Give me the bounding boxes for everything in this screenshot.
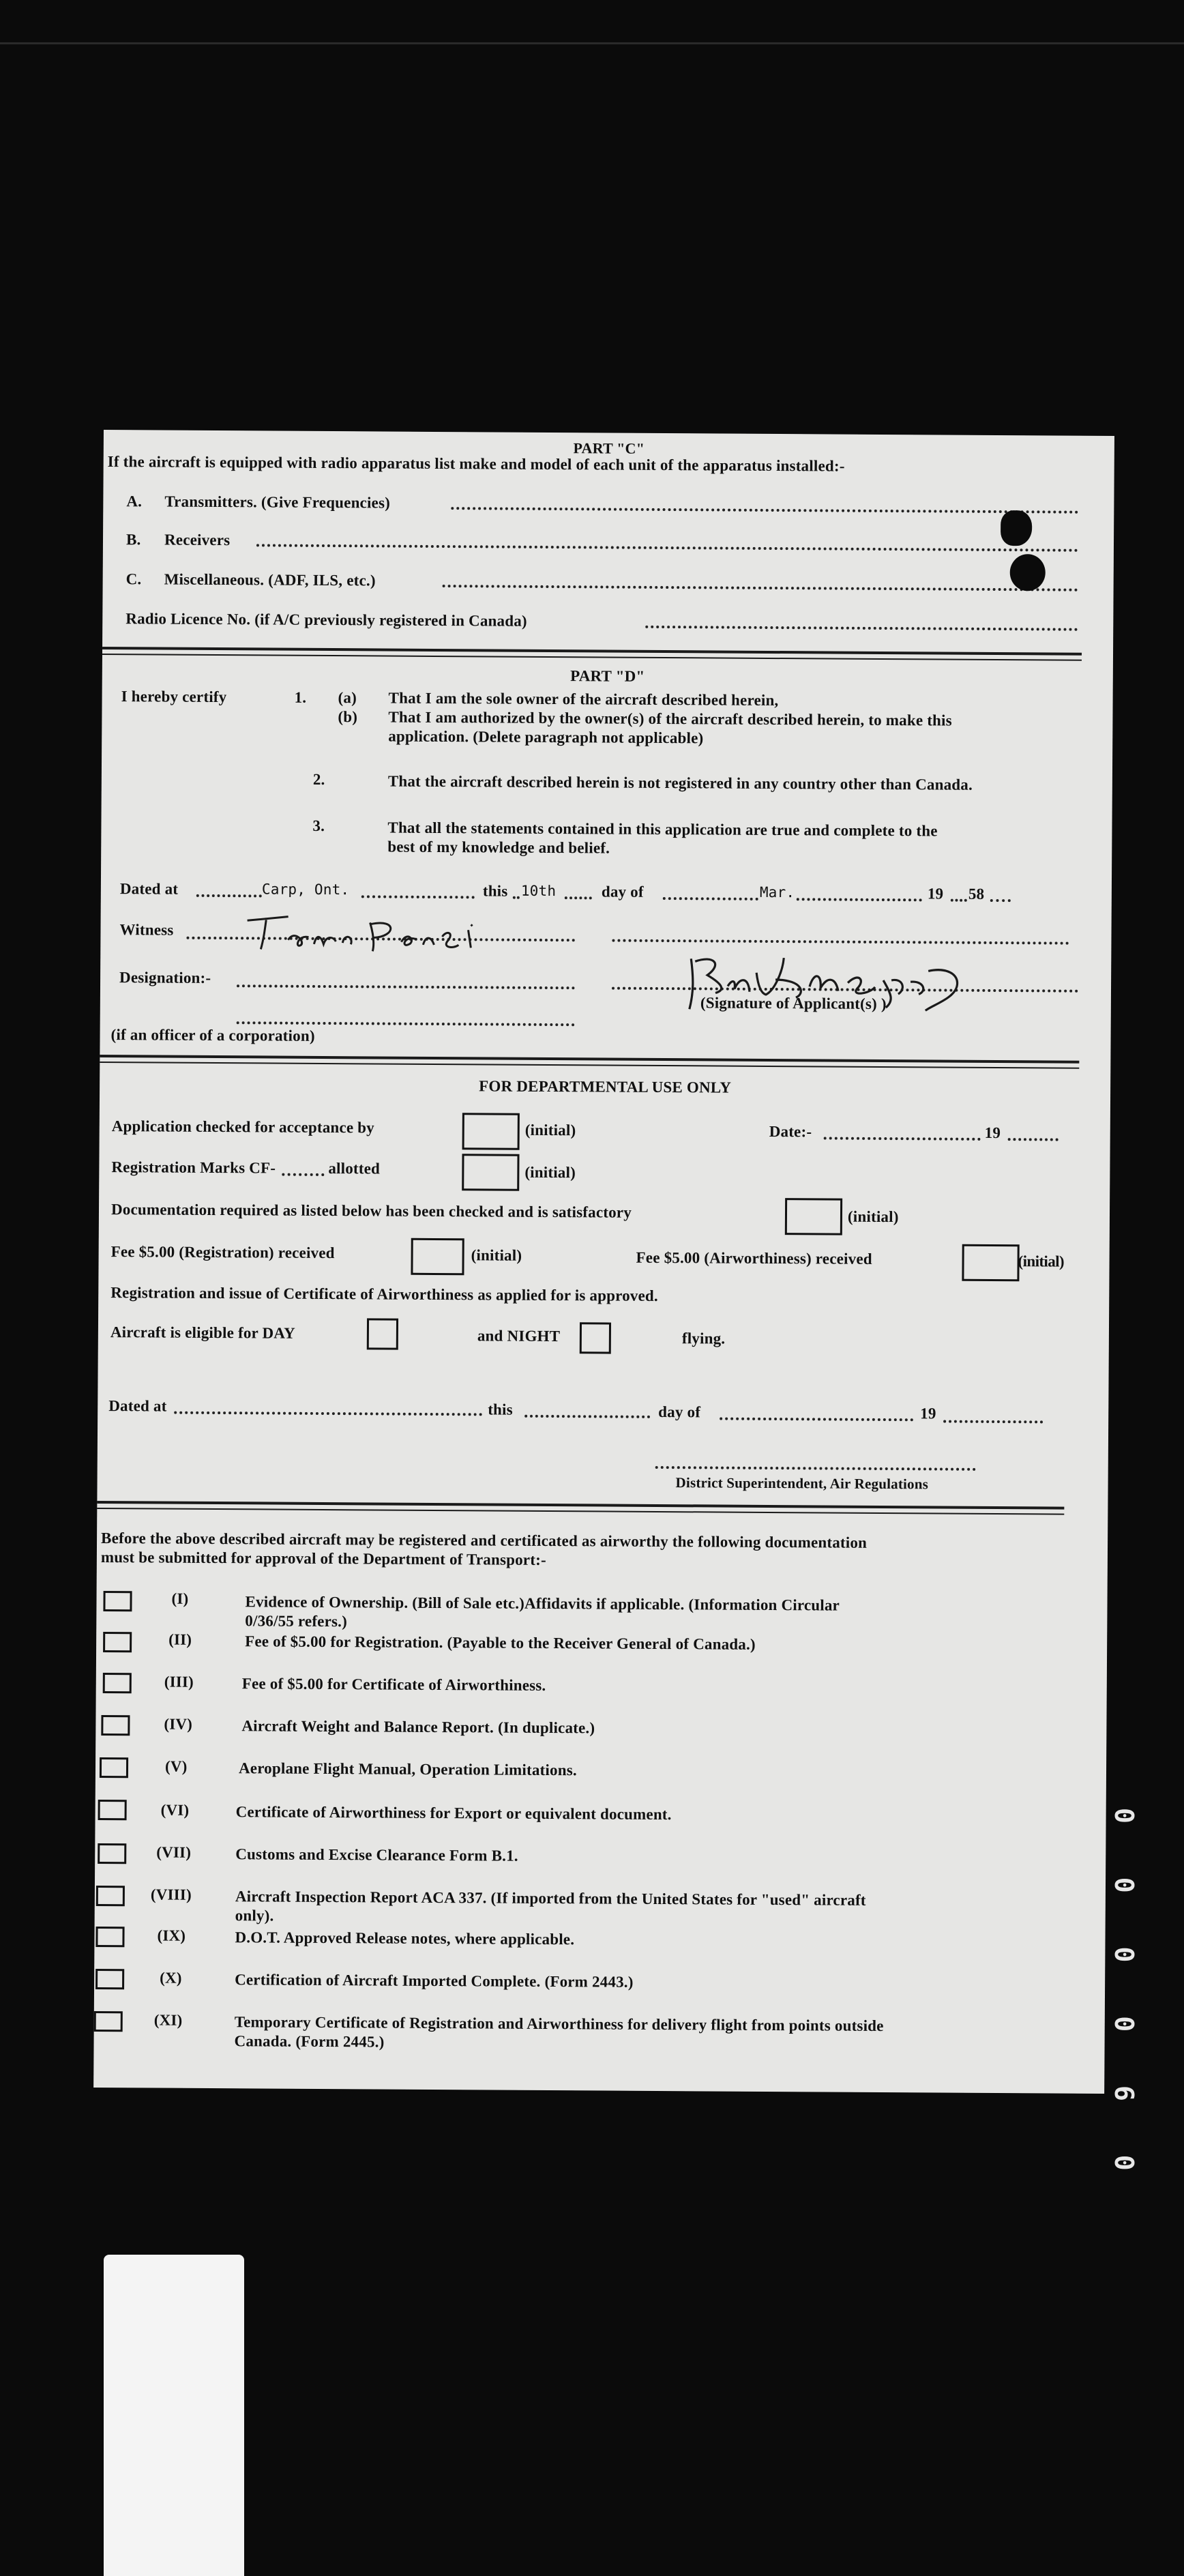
doc-checkbox-10[interactable] <box>95 1969 124 1989</box>
item-b-letter: B. <box>125 531 141 548</box>
registration-form-page <box>93 430 1114 2094</box>
num-3: 3. <box>312 817 325 834</box>
date-label: Date:- <box>769 1122 812 1141</box>
statement-3-line-1: That all the statements contained in this application are true and complete to the <box>387 819 938 840</box>
doc-item-text: Fee of $5.00 for Certificate of Airworthiness. <box>241 1675 546 1694</box>
day-of-label: day of <box>601 883 644 901</box>
doc-item-text: Temporary Certificate of Registration and Airworthiness for delivery flight from points outside <box>234 2013 884 2035</box>
miscellaneous-line <box>443 585 1078 591</box>
designation-label: Designation:- <box>119 969 211 986</box>
doc-item-text: Aeroplane Flight Manual, Operation Limitations. <box>238 1759 577 1779</box>
day-of-label: day of <box>658 1403 701 1421</box>
witness-label: Witness <box>119 921 174 939</box>
year-line <box>1008 1138 1059 1141</box>
sub-b-text-1: That I am authorized by the owner(s) of the aircraft described herein, to make this <box>388 708 952 729</box>
designation-line <box>237 984 575 989</box>
dated-at-value: Carp, Ont. <box>261 881 350 898</box>
doc-item-text: Certificate of Airworthiness for Export or equivalent document. <box>235 1803 672 1824</box>
divider <box>102 654 1082 661</box>
receivers-line <box>256 544 1078 551</box>
documentation-label: Documentation required as listed below has been checked and is satisfactory <box>110 1201 632 1221</box>
item-c-letter: C. <box>125 570 142 588</box>
approval-label: Registration and issue of Certificate of Airworthiness as applied for is approved. <box>110 1284 658 1304</box>
day-checkbox[interactable] <box>367 1318 398 1349</box>
reg-marks-label: Registration Marks CF- <box>111 1158 276 1177</box>
this-label: this <box>488 1401 513 1418</box>
item-a-label: Transmitters. (Give Frequencies) <box>164 493 391 512</box>
film-edge-line <box>0 42 1184 44</box>
doc-item-text: Aircraft Weight and Balance Report. (In duplicate.) <box>241 1717 595 1737</box>
transmitters-line <box>451 507 1078 514</box>
month-line <box>720 1418 913 1422</box>
day-line <box>524 1415 650 1418</box>
superintendent-label: District Superintendent, Air Regulations <box>675 1474 929 1493</box>
doc-item-num: (XI) <box>153 2011 183 2029</box>
num-2: 2. <box>312 770 325 788</box>
allotted-label: allotted <box>328 1160 381 1177</box>
fee-airworthiness-label: Fee $5.00 (Airworthiness) received <box>636 1248 872 1268</box>
doc-checkbox-2[interactable] <box>103 1632 132 1652</box>
part-c-intro: If the aircraft is equipped with radio apparatus list make and model of each unit of the apparatus installed:- <box>107 453 845 475</box>
item-c-label: Miscellaneous. (ADF, ILS, etc.) <box>164 570 376 589</box>
num-1: 1. <box>294 688 307 706</box>
doc-item-num: (VI) <box>160 1801 190 1819</box>
doc-checkbox-1[interactable] <box>103 1591 132 1611</box>
year-value: 58 <box>968 885 985 903</box>
certify-label: I hereby certify <box>121 688 227 706</box>
doc-item-text: Evidence of Ownership. (Bill of Sale etc.)Affidavits if applicable. (Information Circular <box>245 1593 840 1614</box>
documentation-intro-1: Before the above described aircraft may be registered and certificated as airworthy the following documentation <box>101 1530 868 1551</box>
acceptance-initial-box[interactable] <box>462 1113 520 1150</box>
doc-item-text-2: 0/36/55 refers.) <box>245 1612 348 1630</box>
divider <box>97 1508 1064 1515</box>
sub-a: (a) <box>338 689 357 707</box>
doc-item-num: (II) <box>168 1630 192 1648</box>
doc-checkbox-6[interactable] <box>98 1800 127 1820</box>
doc-checkbox-9[interactable] <box>95 1927 124 1947</box>
year-line <box>951 899 967 902</box>
radio-licence-label: Radio Licence No. (if A/C previously registered in Canada) <box>125 610 527 630</box>
part-c-heading: PART "C" <box>573 439 645 457</box>
doc-item-text: Aircraft Inspection Report ACA 337. (If imported from the United States for "used" aircraft <box>235 1888 866 1909</box>
fee-registration-initial-box[interactable] <box>411 1238 464 1275</box>
initial-label: (initial) <box>847 1208 899 1226</box>
sub-b-text-2: application. (Delete paragraph not applicable) <box>388 727 704 747</box>
microfilm-leader-tab <box>104 2255 244 2576</box>
day-value: 10th <box>520 882 557 900</box>
doc-checkbox-5[interactable] <box>100 1757 128 1778</box>
initial-label: (initial) <box>471 1246 522 1264</box>
dated-at-line <box>361 895 475 898</box>
year-prefix: 19 <box>920 1405 936 1422</box>
flying-label: flying. <box>681 1330 726 1347</box>
reg-marks-initial-box[interactable] <box>462 1154 519 1191</box>
doc-item-num: (I) <box>171 1590 189 1607</box>
initial-label: (initial) <box>1018 1253 1065 1270</box>
doc-checkbox-8[interactable] <box>96 1886 125 1906</box>
fee-airworthiness-initial-box[interactable] <box>962 1244 1019 1282</box>
dated-at-label: Dated at <box>119 880 179 898</box>
dated-at-line <box>196 894 262 898</box>
part-d-heading: PART "D" <box>570 667 645 685</box>
month-value: Mar. <box>759 883 795 901</box>
doc-item-text-2: only). <box>235 1907 274 1924</box>
documentation-initial-box[interactable] <box>785 1198 842 1235</box>
radio-licence-line <box>645 626 1078 631</box>
doc-item-text: Certification of Aircraft Imported Complete. (Form 2443.) <box>235 1971 634 1991</box>
night-checkbox[interactable] <box>580 1322 611 1353</box>
doc-item-num: (V) <box>164 1757 188 1775</box>
officer-note: (if an officer of a corporation) <box>110 1026 315 1044</box>
doc-item-num: (IV) <box>164 1715 193 1733</box>
doc-item-text: Customs and Excise Clearance Form B.1. <box>235 1845 518 1864</box>
initial-label: (initial) <box>524 1163 576 1182</box>
doc-item-num: (VII) <box>156 1843 192 1861</box>
month-line <box>797 898 922 901</box>
doc-item-text-2: Canada. (Form 2445.) <box>234 2032 385 2051</box>
divider <box>100 1062 1079 1069</box>
doc-checkbox-4[interactable] <box>101 1715 130 1736</box>
month-line <box>663 897 758 901</box>
day-line <box>513 896 520 899</box>
documentation-intro-2: must be submitted for approval of the Department of Transport:- <box>100 1549 546 1568</box>
doc-checkbox-3[interactable] <box>103 1673 132 1693</box>
statement-2: That the aircraft described herein is not registered in any country other than Canada. <box>387 772 973 793</box>
doc-item-num: (IX) <box>157 1927 186 1944</box>
reg-marks-line <box>282 1173 324 1176</box>
dated-at-label: Dated at <box>108 1397 167 1415</box>
date-line <box>824 1137 981 1140</box>
statement-3-line-2: best of my knowledge and belief. <box>387 838 610 857</box>
fee-registration-label: Fee $5.00 (Registration) received <box>110 1243 335 1262</box>
signature-line-top <box>612 939 1069 945</box>
superintendent-line <box>655 1466 976 1471</box>
doc-item-num: (VIII) <box>150 1886 192 1903</box>
ink-blot-1 <box>1001 510 1032 546</box>
item-b-label: Receivers <box>164 531 231 549</box>
witness-signature <box>240 908 499 957</box>
dated-at-line <box>174 1411 482 1416</box>
ink-blot-2 <box>1010 554 1046 591</box>
doc-item-text: Fee of $5.00 for Registration. (Payable to the Receiver General of Canada.) <box>245 1633 756 1653</box>
departmental-heading: FOR DEPARTMENTAL USE ONLY <box>479 1077 732 1096</box>
night-label: and NIGHT <box>477 1327 561 1345</box>
year-prefix: 19 <box>984 1124 1001 1142</box>
year-line <box>990 899 1011 902</box>
designation-line-2 <box>237 1021 575 1026</box>
doc-checkbox-7[interactable] <box>98 1843 126 1864</box>
day-line <box>565 896 592 899</box>
sub-b: (b) <box>338 708 358 726</box>
item-a-letter: A. <box>126 493 143 510</box>
initial-label: (initial) <box>524 1121 576 1139</box>
eligible-day-label: Aircraft is eligible for DAY <box>110 1323 295 1342</box>
year-prefix: 19 <box>927 885 944 903</box>
doc-checkbox-11[interactable] <box>94 2011 123 2032</box>
sub-a-text: That I am the sole owner of the aircraft described herein, <box>388 689 779 709</box>
microfilm-frame-number: 0 0 0 0 6 0 <box>1109 1808 1139 2190</box>
signature-caption: (Signature of Applicant(s) ) <box>700 994 887 1013</box>
year-line <box>943 1420 1043 1424</box>
this-label: this <box>482 882 508 900</box>
doc-item-text: D.O.T. Approved Release notes, where applicable. <box>235 1929 575 1948</box>
app-checked-label: Application checked for acceptance by <box>111 1117 375 1137</box>
doc-item-num: (X) <box>160 1969 182 1987</box>
doc-item-num: (III) <box>164 1673 194 1690</box>
